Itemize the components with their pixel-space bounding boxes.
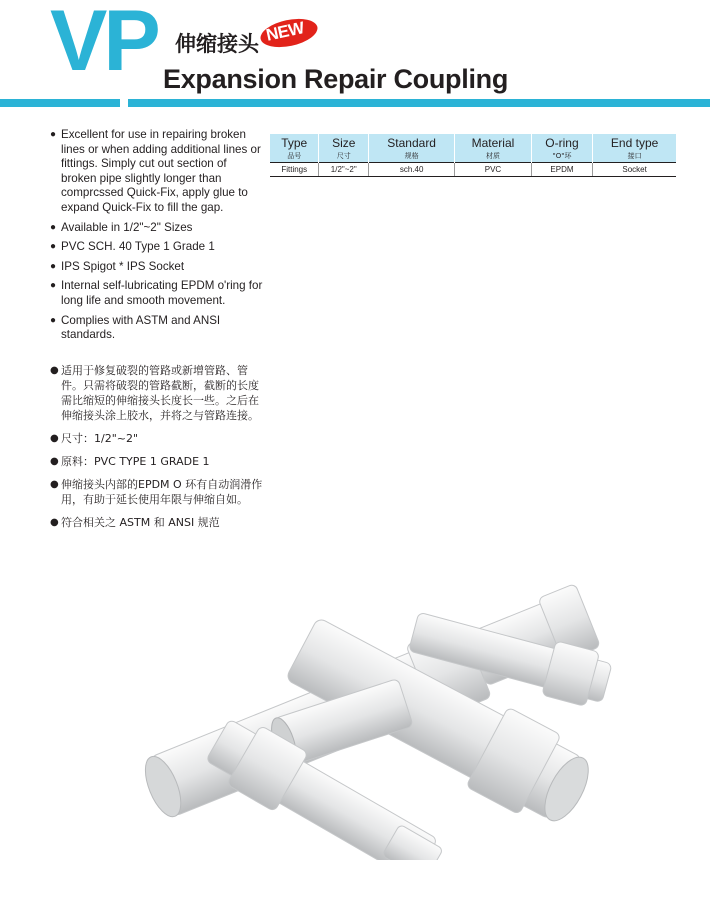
new-badge-label: NEW [264, 18, 306, 45]
pvc-expansion-coupling-photo [120, 520, 620, 860]
features-column [50, 128, 265, 538]
header-material: Material 材质 [455, 134, 532, 163]
feature-item: ● IPS Spigot * IPS Socket [50, 259, 185, 273]
header-size: Size 尺寸 [319, 134, 369, 163]
table-cell: sch.40 [369, 163, 455, 177]
table-cell: 1/2"~2" [319, 163, 369, 177]
feature-item: ● Internal self-lubricating EPDM o'ring for long life and smooth movement. [50, 279, 263, 307]
feature-item: ● Available in 1/2"~2" Sizes [50, 220, 193, 234]
header-rule-gap [120, 99, 128, 107]
table-cell: Socket [593, 163, 676, 177]
spec-table-header [270, 134, 676, 163]
features-chinese [50, 363, 265, 530]
table-cell: EPDM [531, 163, 593, 177]
header-rule [0, 99, 710, 107]
table-cell: Fittings [270, 163, 319, 177]
feature-item: ● Excellent for use in repairing broken lines or when adding additional lines or fittings. Simply cut out section of broken pipe slightly longer than comprcssed Quick-Fix, apply glue to expand Quick-Fix to fill the gap. [50, 128, 261, 214]
feature-item-cn: ● 适用于修复破裂的管路或新增管路、管件。只需将破裂的管路截断，截断的长度需比缩短的伸缩接头长度长一些。之后在伸缩接头涂上胶水，并将之与管路连接。 [50, 363, 259, 422]
table-cell: PVC [455, 163, 532, 177]
product-code: VP [50, 0, 157, 89]
features-english [50, 128, 265, 343]
feature-item: ● PVC SCH. 40 Type 1 Grade 1 [50, 240, 215, 254]
feature-item: ● Complies with ASTM and ANSI standards. [50, 313, 221, 342]
table-row [270, 163, 676, 177]
header-type: Type 品号 [281, 136, 308, 160]
feature-item-cn: ● 原料：PVC TYPE 1 GRADE 1 [50, 454, 210, 468]
page-header [0, 0, 710, 110]
header-end-type: End type 接口 [593, 134, 676, 163]
title-english: Expansion Repair Coupling [163, 64, 509, 94]
header-standard: Standard 规格 [369, 134, 455, 163]
feature-item-cn: ● 尺寸：1/2"~2" [50, 431, 139, 445]
feature-item-cn: ● 符合相关之 ASTM 和 ANSI 规范 [50, 515, 220, 529]
title-chinese: 伸缩接头 [175, 32, 259, 56]
spec-table [270, 134, 676, 177]
feature-item-cn: ● 伸缩接头内部的EPDM O 环有自动润滑作用，有助于延长使用年限与伸缩自如。 [50, 477, 263, 506]
header-oring: O-ring "O"环 [531, 134, 593, 163]
